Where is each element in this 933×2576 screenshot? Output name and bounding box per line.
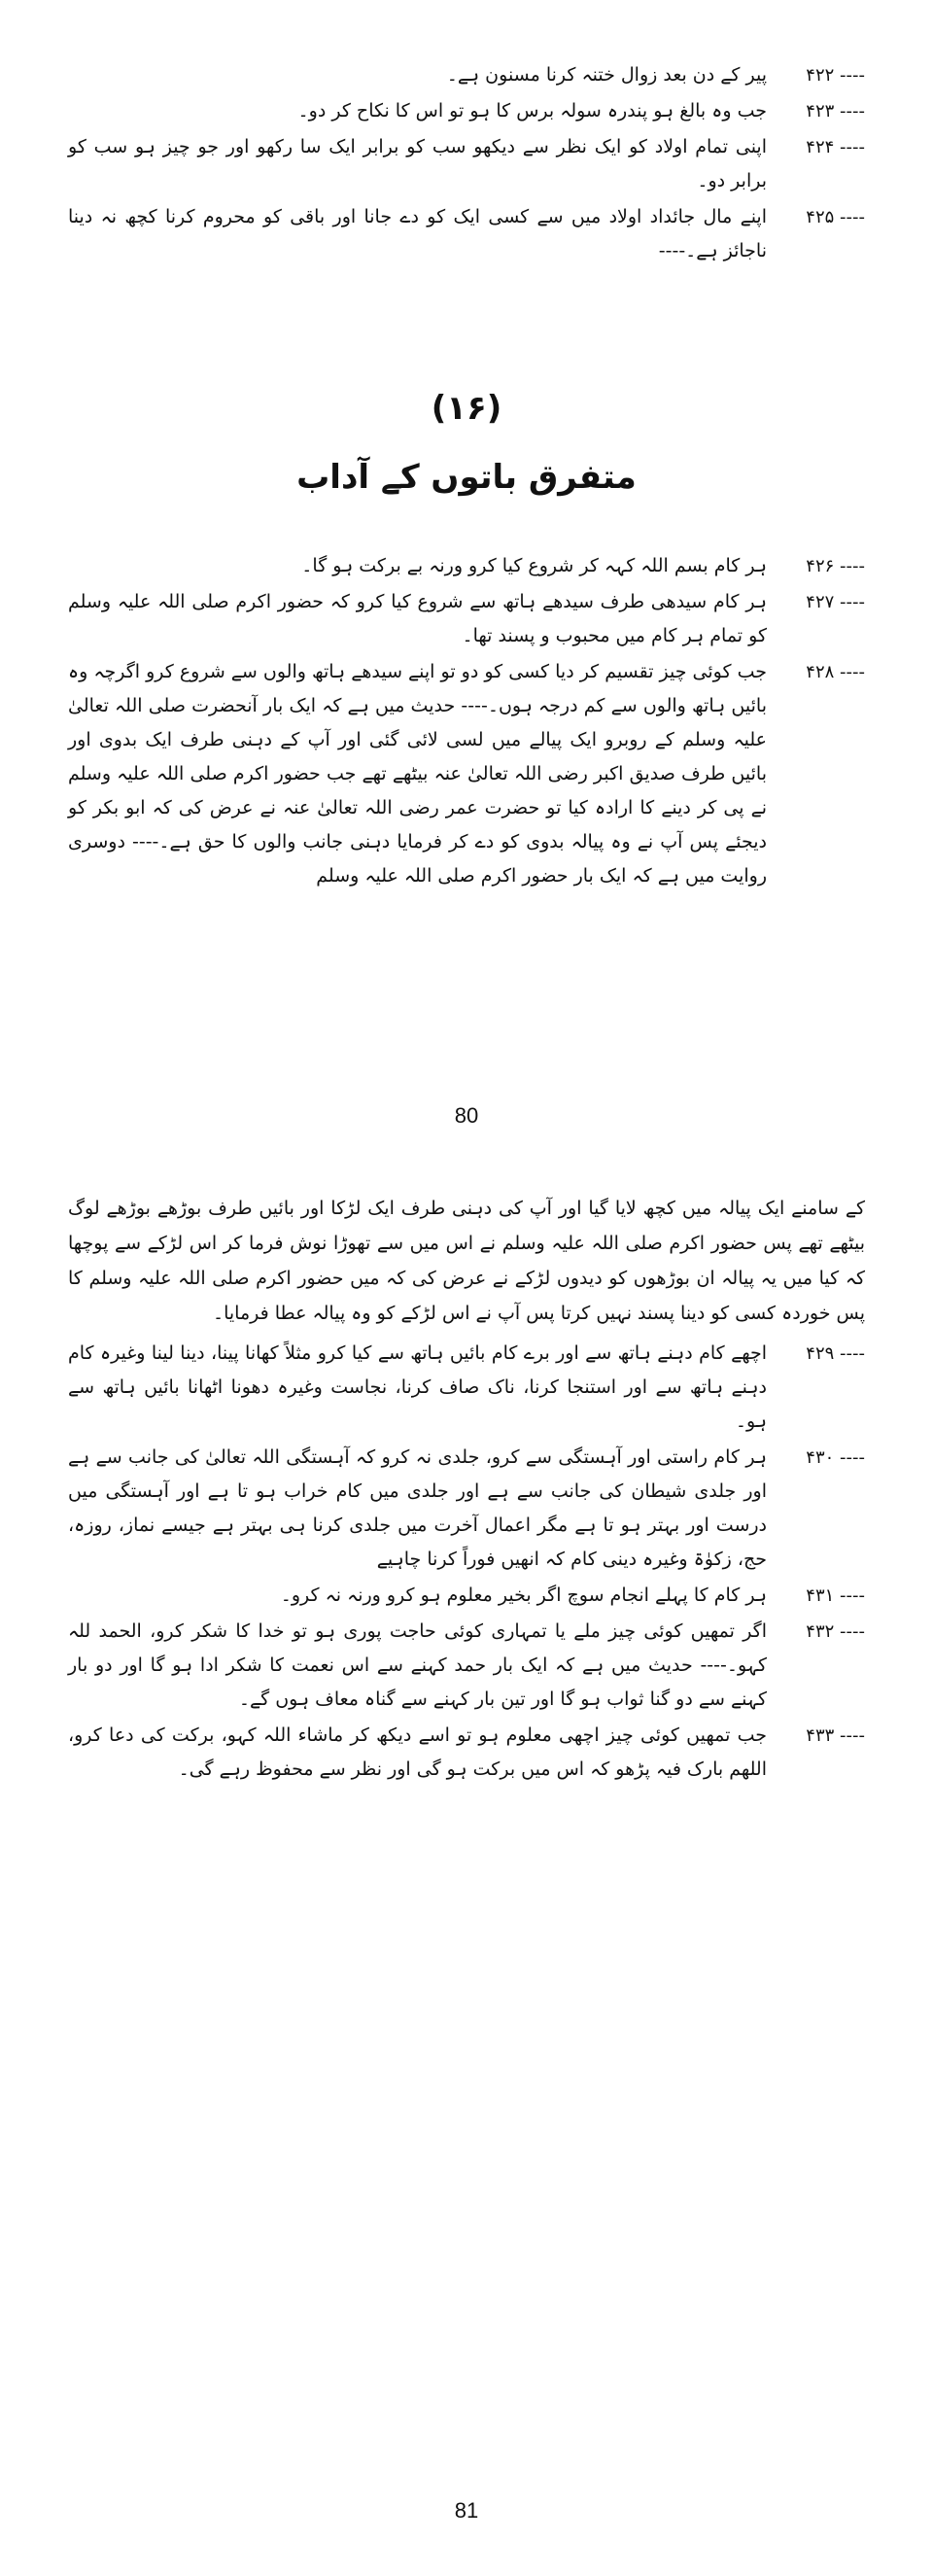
item-text: جب تمھیں کوئی چیز اچھی معلوم ہو تو اسے دیکھ کر ماشاء اللہ کہو، برکت کی دعا کرو، اللھم بارک فیہ پڑھو کہ اس میں برکت ہو گی اور نظر سے محفوظ رہے گی۔ bbox=[68, 1724, 767, 1780]
list-item bbox=[68, 1579, 865, 1613]
item-text: جب وہ بالغ ہو پندرہ سولہ برس کا ہو تو اس کا نکاح کر دو۔ bbox=[297, 100, 767, 122]
item-number: ۴۲۲ ---- bbox=[806, 65, 865, 86]
list-item bbox=[68, 1719, 865, 1787]
item-text: اچھے کام دہنے ہاتھ سے اور برے کام بائیں ہاتھ سے کیا کرو مثلاً کھانا پینا، دینا لینا وغیرہ کام دہنے ہاتھ سے اور استنجا کرنا، ناک صاف کرنا، نجاست وغیرہ دھونا اٹھانا بائیں ہاتھ سے ہو۔ bbox=[68, 1342, 767, 1432]
list-item bbox=[68, 58, 865, 92]
item-number: ۴۲۷ ---- bbox=[806, 592, 865, 612]
item-number: ۴۲۶ ---- bbox=[806, 556, 865, 576]
list-item bbox=[68, 130, 865, 198]
item-number: ۴۲۳ ---- bbox=[806, 101, 865, 122]
item-text: ہر کام سیدھی طرف سیدھے ہاتھ سے شروع کیا کرو کہ حضور اکرم صلی اللہ علیہ وسلم کو تمام ہر کام میں محبوب و پسند تھا۔ bbox=[68, 591, 767, 646]
list-item bbox=[68, 549, 865, 583]
list-item bbox=[68, 1337, 865, 1439]
item-number: ۴۲۹ ---- bbox=[806, 1343, 865, 1364]
list-item bbox=[68, 655, 865, 893]
item-text: جب کوئی چیز تقسیم کر دیا کسی کو دو تو اپنے سیدھے ہاتھ والوں سے شروع کرو اگرچہ وہ بائیں ہاتھ والوں سے کم درجہ ہوں۔---- حدیث میں ہے کہ ایک بار آنحضرت صلی اللہ تعالیٰ علیہ وسلم کے روبرو ایک پیالے میں لسی لائی گئی اور آپ کے دہنی طرف ایک بدوی اور بائیں طرف صدیق اکبر رضی اللہ تعالیٰ عنہ بیٹھے تھے جب حضور اکرم صلی اللہ علیہ وسلم نے پی کر دینے کا ارادہ کیا تو حضرت عمر رضی اللہ تعالیٰ عنہ نے عرض کی کہ ابو بکر کو دیجئے پس آپ نے وہ پیالہ بدوی کو دے کر فرمایا دہنی جانب والوں کا حق ہے۔---- دوسری روایت میں ہے کہ ایک بار حضور اکرم صلی اللہ علیہ وسلم bbox=[68, 661, 767, 887]
item-text: اگر تمھیں کوئی چیز ملے یا تمہاری کوئی حاجت پوری ہو تو خدا کا شکر کرو، الحمد للہ کہو۔---- حدیث میں ہے کہ ایک بار حمد کہنے سے اس نعمت کا شکر ادا ہو گا اور دو بار کہنے سے دو گنا ثواب ہو گا اور تین بار کہنے سے گناہ معاف ہوں گے۔ bbox=[68, 1620, 767, 1710]
list-item bbox=[68, 1615, 865, 1717]
chapter-number: (۱۶) bbox=[431, 389, 502, 428]
continuation-paragraph: کے سامنے ایک پیالہ میں کچھ لایا گیا اور آپ کی دہنی طرف ایک لڑکا اور بائیں طرف بوڑھے بوڑھے لوگ بیٹھے تھے پس حضور اکرم صلی اللہ علیہ وسلم نے اس میں سے تھوڑا نوش فرما کر اس لڑکے سے پوچھا کہ کیا میں یہ پیالہ ان بوڑھوں کو دیدوں لڑکے نے عرض کی کہ میں حضور اکرم صلی اللہ علیہ وسلم کا پس خوردہ کسی کو دینا پسند نہیں کرتا پس آپ نے اس لڑکے کو وہ پیالہ عطا فرمایا۔ bbox=[68, 1198, 865, 1324]
list-item bbox=[68, 1441, 865, 1577]
page81-content bbox=[68, 1191, 865, 1789]
item-number: ۴۲۸ ---- bbox=[806, 662, 865, 682]
item-number: ۴۳۳ ---- bbox=[806, 1725, 865, 1746]
item-number: ۴۳۲ ---- bbox=[806, 1621, 865, 1642]
list-item bbox=[68, 200, 865, 268]
page80-top-list bbox=[68, 58, 865, 270]
list-item bbox=[68, 94, 865, 128]
item-number: ۴۲۵ ---- bbox=[806, 207, 865, 227]
item-number: ۴۳۱ ---- bbox=[806, 1585, 865, 1606]
item-text: ہر کام کا پہلے انجام سوچ اگر بخیر معلوم ہو کرو ورنہ نہ کرو۔ bbox=[280, 1584, 767, 1606]
item-text: اپنے مال جائداد اولاد میں سے کسی ایک کو دے جانا اور باقی کو محروم کرنا کچھ نہ دینا ناجائز ہے۔---- bbox=[68, 206, 767, 261]
item-number: ۴۲۴ ---- bbox=[806, 137, 865, 157]
item-number: ۴۳۰ ---- bbox=[806, 1447, 865, 1468]
item-text: ہر کام راستی اور آہستگی سے کرو، جلدی نہ کرو کہ آہستگی اللہ تعالیٰ کی جانب سے ہے اور جلدی شیطان کی جانب سے ہے اور جلدی میں کام خراب ہو تا ہے اور آہستگی میں درست اور بہتر ہو تا ہے مگر اعمال آخرت میں جلدی کرنا ہی بہتر ہے جیسے نماز، روزہ، حج، زکوٰۃ وغیرہ دینی کام کہ انھیں فوراً کرنا چاہیے bbox=[68, 1446, 767, 1570]
page80-chapter-list bbox=[68, 549, 865, 895]
page-number-81: 81 bbox=[454, 2498, 479, 2523]
page-number-80: 80 bbox=[454, 1103, 479, 1128]
chapter-title: متفرق باتوں کے آداب bbox=[296, 458, 637, 497]
item-text: پیر کے دن بعد زوال ختنہ کرنا مسنون ہے۔ bbox=[446, 64, 767, 86]
list-item bbox=[68, 585, 865, 653]
item-text: اپنی تمام اولاد کو ایک نظر سے دیکھو سب کو برابر ایک سا رکھو اور جو چیز ہو سب کو برابر دو۔ bbox=[68, 136, 767, 191]
item-text: ہر کام بسم اللہ کہہ کر شروع کیا کرو ورنہ بے برکت ہو گا۔ bbox=[301, 555, 767, 576]
